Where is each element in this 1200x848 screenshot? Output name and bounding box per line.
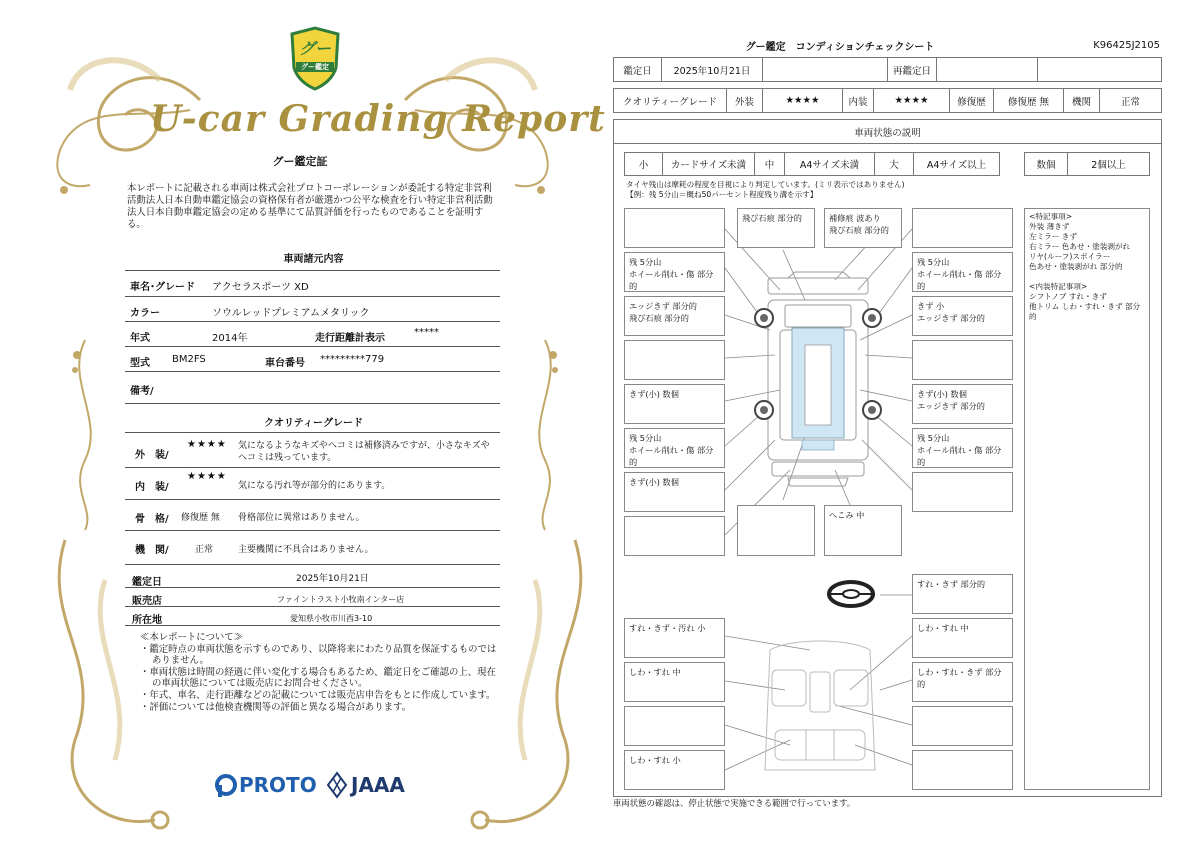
appraisal-date-value: 2025年10月21日 [661, 57, 763, 82]
grade-section-heading: クオリティーグレード [264, 418, 363, 429]
note-item: ・年式、車名、走行距離などの記載については販売店申告をもとに作成しています。 [140, 689, 496, 701]
condition-box: 残 5分山 ホイール削れ・傷 部分的 [624, 428, 725, 468]
appraisal-date-value: 2025年10月21日 [296, 574, 369, 584]
frame-description: 骨格部位に異常はありません。 [238, 513, 365, 523]
repair-history-label: 修復歴 [949, 88, 994, 113]
dealer-label: 販売店 [132, 596, 162, 607]
engine-description: 主要機関に不具合はありません。 [238, 545, 374, 555]
condition-box: すれ・きず 部分的 [912, 574, 1013, 614]
chassis-value: *********779 [320, 354, 385, 365]
note-item: ・鑑定時点の車両状態を示すものであり、以降将来にわたり品質を保証するものではありません。 [140, 643, 497, 667]
model-label: 型式 [130, 358, 150, 369]
spec-section-heading: 車両諸元内容 [283, 254, 344, 265]
condition-box: 残 5分山 ホイール削れ・傷 部分的 [912, 252, 1013, 292]
interior-stars: ★★★★ [187, 471, 227, 482]
condition-box [912, 750, 1013, 790]
frame-value: 修復歴 無 [181, 513, 220, 523]
sheet-title: グー鑑定 コンディションチェックシート [745, 42, 935, 53]
report-script-title: U-car Grading Report [150, 98, 606, 140]
condition-box: きず(小) 数個 [624, 472, 725, 512]
note-item: ・車両状態は時間の経過に伴い変化する場合もあるため、鑑定日をご確認の上、現在の車両状態については販売店にお問合せください。 [140, 666, 496, 690]
notes-heading: ≪本レポートについて≫ [140, 632, 243, 643]
quality-grade-label: クオリティーグレード [613, 88, 727, 113]
condition-box: きず(小) 数個 エッジきず 部分的 [912, 384, 1013, 424]
condition-box: しわ・すれ 小 [624, 750, 725, 790]
size-small-desc: カードサイズ未満 [662, 152, 755, 176]
color-value: ソウルレッドプレミアムメタリック [212, 308, 370, 319]
size-large-label: 大 [874, 152, 914, 176]
special-notes: <特記事項> 外装 薄きず 左ミラー きず 右ミラー 色あせ・塗装剥がれ リヤ(ルーフ)スポイラー 色あせ・塗装剥がれ 部分的 <内装特記事項> シフトノブ すれ・きず 他トリム しわ・すれ・きず 部分的 [1024, 208, 1150, 790]
jaaa-logo-text: JAAA [351, 773, 405, 797]
exterior-stars: ★★★★ [187, 439, 227, 450]
size-medium-desc: A4サイズ未満 [784, 152, 875, 176]
engine-value: 正常 [1099, 88, 1162, 113]
certificate-title: グー鑑定証 [272, 155, 328, 168]
location-value: 愛知県小牧市川西3-10 [290, 614, 373, 623]
location-label: 所在地 [132, 615, 162, 626]
appraisal-date-label: 鑑定日 [132, 577, 162, 588]
interior-label: 内 装/ [135, 482, 169, 493]
exterior-stars: ★★★★ [762, 88, 843, 113]
dealer-value: ファイントラスト小牧南インター店 [277, 595, 405, 604]
goo-appraisal-badge: グー グー鑑定 [288, 28, 342, 90]
size-small-label: 小 [624, 152, 663, 176]
mileage-value: ***** [414, 327, 439, 338]
mileage-label: 走行距離計表示 [315, 333, 385, 344]
condition-box: しわ・すれ 中 [912, 618, 1013, 658]
frame-label: 骨 格/ [135, 514, 169, 525]
condition-box [624, 208, 725, 248]
condition-box: へこみ 中 [824, 505, 902, 556]
condition-box: 残 5分山 ホイール削れ・傷 部分的 [624, 252, 725, 292]
interior-description: 気になる汚れ等が部分的にあります。 [238, 481, 391, 491]
car-name-value: アクセラスポーツ XD [212, 282, 309, 293]
condition-box [737, 505, 815, 556]
note-item: ・評価については他検査機関等の評価と異なる場合があります。 [140, 701, 411, 713]
condition-box: すれ・きず・汚れ 小 [624, 618, 725, 658]
tire-note-example: 【例：残 5分山＝概ね50パーセント程度残り溝を示す】 [626, 190, 818, 199]
badge-label: グー鑑定 [301, 63, 329, 71]
exterior-label: 外 装/ [135, 450, 169, 461]
count-desc: 2個以上 [1067, 152, 1150, 176]
condition-box: しわ・すれ・きず 部分的 [912, 662, 1013, 702]
model-value: BM2FS [172, 354, 206, 365]
appraisal-date-label: 鑑定日 [613, 57, 662, 82]
condition-box: きず(小) 数個 [624, 384, 725, 424]
proto-logo-text: PROTO [239, 773, 317, 797]
color-label: カラー [130, 308, 160, 319]
interior-stars: ★★★★ [873, 88, 950, 113]
condition-box: きず 小 エッジきず 部分的 [912, 296, 1013, 336]
year-label: 年式 [130, 333, 150, 344]
condition-box [912, 208, 1013, 248]
year-value: 2014年 [212, 333, 248, 344]
section-title: 車両状態の説明 [613, 119, 1162, 144]
exterior-label: 外装 [726, 88, 763, 113]
remarks-label: 備考/ [130, 386, 154, 397]
sheet-id: K96425J2105 [1093, 40, 1160, 51]
tire-note: タイヤ残山は摩耗の程度を目視により判定しています。(ミリ表示ではありません) [626, 180, 905, 189]
engine-label: 機 関/ [135, 545, 169, 556]
condition-box: 残 5分山 ホイール削れ・傷 部分的 [912, 428, 1013, 468]
condition-box [912, 340, 1013, 380]
size-large-desc: A4サイズ以上 [913, 152, 1000, 176]
repair-history-value: 修復歴 無 [993, 88, 1064, 113]
reappraisal-date-label: 再鑑定日 [887, 57, 937, 82]
sheet-footer: 車両状態の確認は、停止状態で実施できる範囲で行っています。 [613, 798, 856, 808]
chassis-label: 車台番号 [265, 358, 305, 369]
condition-box: しわ・すれ 中 [624, 662, 725, 702]
size-medium-label: 中 [754, 152, 785, 176]
engine-label: 機関 [1063, 88, 1100, 113]
condition-box: 飛び石痕 部分的 [737, 208, 815, 248]
condition-box [624, 340, 725, 380]
car-name-label: 車名･グレード [130, 282, 195, 293]
exterior-description: 気になるようなキズやヘコミは補修済みですが、小さなキズやヘコミは残っています。 [238, 441, 490, 463]
engine-value: 正常 [195, 545, 214, 555]
interior-label: 内装 [842, 88, 874, 113]
condition-box [624, 706, 725, 746]
condition-box [912, 706, 1013, 746]
certificate-statement: 本レポートに記載される車両は株式会社プロトコーポレーションが委託する特定非営利活動法人日本自動車鑑定協会の資格保有者が厳選かつ公平な検査を行い特定非営利活動法人日本自動車鑑定協会の定める基準にて品質評価を行ったものであることを証明する。 [127, 183, 493, 230]
condition-box [912, 472, 1013, 512]
condition-box [624, 516, 725, 556]
condition-box: 補修痕 波あり 飛び石痕 部分的 [824, 208, 902, 248]
condition-box: エッジきず 部分的 飛び石痕 部分的 [624, 296, 725, 336]
count-label: 数個 [1024, 152, 1068, 176]
